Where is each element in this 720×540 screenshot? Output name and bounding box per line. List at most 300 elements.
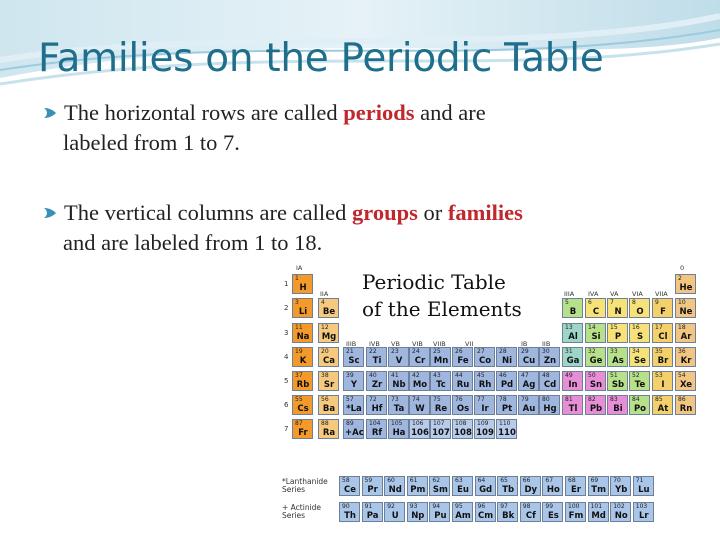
element-symbol: Cs [297,404,309,414]
element-cell [409,371,430,391]
element-symbol: Fm [568,511,584,521]
element-symbol: Cu [522,356,536,366]
atomic-number: 46 [499,372,507,379]
atomic-number: 16 [632,324,640,331]
atomic-number: 106 [412,420,424,427]
atomic-number: 60 [387,477,395,484]
element-cell [675,323,696,343]
element-cell [430,419,451,439]
element-cell [318,395,339,415]
element-symbol: 107 [432,428,450,438]
element-symbol: Al [568,332,578,342]
element-cell [652,347,673,367]
element-symbol: 108 [454,428,472,438]
atomic-number: 43 [433,372,441,379]
element-cell [318,323,339,343]
atomic-number: 50 [588,372,596,379]
element-cell [675,347,696,367]
element-cell [518,371,539,391]
element-symbol: Cf [525,511,536,521]
element-symbol: Es [547,511,559,521]
element-cell [539,395,560,415]
actinide-cell [475,502,496,522]
element-cell [629,323,650,343]
element-cell [675,395,696,415]
element-symbol: Lr [638,511,649,521]
atomic-number: 29 [521,348,529,355]
element-symbol: 106 [411,428,429,438]
atomic-number: 98 [522,503,531,510]
element-cell [409,419,430,439]
element-symbol: Br [657,356,669,366]
element-cell [585,298,606,318]
element-cell [675,298,696,318]
element-cell [292,274,313,294]
element-cell [343,371,364,391]
period-label: 6 [284,401,289,409]
element-symbol: Lu [638,485,650,495]
element-symbol: Pb [589,404,603,414]
lanthanide-cell [588,476,609,496]
element-symbol: Ra [322,428,336,438]
atomic-number: 107 [433,420,445,427]
group-label: VB [391,340,400,348]
element-cell [585,395,606,415]
element-cell [366,371,387,391]
element-symbol: Am [455,511,471,521]
element-cell [496,395,517,415]
element-symbol: Hf [371,404,383,414]
bullet-periods [42,98,682,158]
atomic-number: 68 [568,477,576,484]
element-symbol: Eu [457,485,469,495]
atomic-number: 33 [610,348,618,355]
atomic-number: 47 [521,372,529,379]
element-symbol: Se [634,356,646,366]
element-cell [318,298,339,318]
atomic-number: 82 [588,396,596,403]
element-symbol: Ru [456,380,470,390]
atomic-number: 58 [342,477,350,484]
atomic-number: 59 [364,477,373,484]
atomic-number: 76 [455,396,463,403]
atomic-number: 13 [565,324,573,331]
element-symbol: Pu [434,511,447,521]
atomic-number: 31 [565,348,573,355]
element-symbol: *La [346,404,362,414]
element-cell [452,419,473,439]
atomic-number: 24 [412,348,420,355]
element-cell [675,274,696,294]
atomic-number: 78 [499,396,507,403]
group-label: IVA [588,290,599,298]
element-symbol: He [679,283,693,293]
atomic-number: 21 [346,348,354,355]
atomic-number: 75 [433,396,441,403]
element-symbol: Nd [388,485,402,495]
element-symbol: Mn [433,356,449,366]
element-symbol: B [569,307,577,317]
element-symbol: Ge [589,356,603,366]
atomic-number: 40 [369,372,377,379]
atomic-number: 103 [635,503,648,510]
element-symbol: Ce [343,485,356,495]
highlight-periods: periods [343,100,415,125]
element-symbol: Gd [479,485,493,495]
period-label: 7 [284,425,289,433]
atomic-number: 7 [610,299,614,306]
lanthanide-cell [407,476,428,496]
atomic-number: 39 [346,372,354,379]
element-symbol: Rb [296,380,310,390]
element-symbol: Bi [613,404,623,414]
element-symbol: 110 [498,428,516,438]
element-cell [292,395,313,415]
element-cell [388,419,409,439]
element-symbol: Li [298,307,308,317]
actinide-cell [565,502,586,522]
atomic-number: 6 [588,299,592,306]
group-label: IA [296,264,303,272]
element-symbol: H [299,283,307,293]
atomic-number: 102 [613,503,625,510]
atomic-number: 49 [565,372,573,379]
lanthanide-cell [339,476,360,496]
bullet-marker-icon [42,206,64,220]
atomic-number: 86 [678,396,686,403]
element-symbol: Mg [321,332,337,342]
atomic-number: 65 [500,477,508,484]
element-cell [318,371,339,391]
element-cell [518,347,539,367]
element-cell [292,323,313,343]
atomic-number: 26 [455,348,463,355]
atomic-number: 22 [369,348,377,355]
element-cell [474,419,495,439]
period-label: 2 [284,304,289,312]
element-cell [430,395,451,415]
element-symbol: Ne [679,307,693,317]
atomic-number: 97 [500,503,508,510]
element-cell [366,419,387,439]
group-label: 0 [680,264,685,272]
element-cell [652,395,673,415]
atomic-number: 77 [477,396,485,403]
element-cell [496,371,517,391]
slide-title: Families on the Periodic Table [38,36,604,81]
actinide-cell [633,502,654,522]
group-label: IIIB [346,340,357,348]
element-cell [607,347,628,367]
bullet-text: The vertical columns are called [64,200,352,225]
atomic-number: 101 [590,503,603,510]
atomic-number: 3 [295,299,299,306]
atomic-number: 104 [369,420,381,427]
atomic-number: 53 [655,372,663,379]
element-cell [388,371,409,391]
periodic-table-subtitle: of the Elements [362,297,522,321]
element-symbol: W [415,404,425,414]
element-cell [474,395,495,415]
actinide-cell [362,502,383,522]
element-symbol: Cm [478,511,494,521]
element-symbol: Tm [591,485,606,495]
group-label: IIA [320,290,329,298]
atomic-number: 96 [477,503,486,510]
lanthanide-cell [475,476,496,496]
actinide-cell [407,502,428,522]
element-symbol: Ga [566,356,580,366]
period-label: 5 [284,377,289,385]
element-symbol: U [391,511,399,521]
element-symbol: Ho [546,485,560,495]
highlight-groups: groups [352,200,418,225]
element-cell [629,395,650,415]
atomic-number: 105 [391,420,403,427]
atomic-number: 95 [455,503,463,510]
element-symbol: Si [591,332,601,342]
lanthanide-label: *Lanthanide Series [282,477,328,494]
lanthanide-cell [633,476,654,496]
element-symbol: Fr [298,428,308,438]
atomic-number: 28 [499,348,507,355]
element-cell [388,347,409,367]
atomic-number: 9 [655,299,659,306]
atomic-number: 11 [295,324,303,331]
element-symbol: I [661,380,665,390]
element-symbol: S [636,332,644,342]
periodic-table-image [272,262,698,532]
group-label: IIB [542,340,551,348]
element-symbol: Bk [502,511,515,521]
atomic-number: 81 [565,396,573,403]
element-symbol: Ha [392,428,406,438]
atomic-number: 45 [477,372,485,379]
element-cell [562,347,583,367]
element-cell [585,371,606,391]
group-label: IIIA [564,290,575,298]
actinide-cell [497,502,518,522]
element-symbol: Hg [543,404,557,414]
group-label: VIIB [433,340,446,348]
atomic-number: 44 [455,372,463,379]
element-symbol: Re [434,404,448,414]
atomic-number: 57 [346,396,354,403]
element-symbol: Co [478,356,492,366]
element-symbol: Rh [478,380,492,390]
element-cell [452,347,473,367]
element-cell [562,323,583,343]
element-symbol: Sc [348,356,360,366]
element-symbol: V [395,356,403,366]
atomic-number: 32 [588,348,596,355]
atomic-number: 89 [346,420,354,427]
element-symbol: O [636,307,644,317]
atomic-number: 87 [295,420,303,427]
actinide-cell [520,502,541,522]
element-symbol: F [660,307,666,317]
actinide-cell [588,502,609,522]
element-symbol: Md [591,511,606,521]
atomic-number: 10 [678,299,686,306]
element-cell [585,323,606,343]
bullet-marker-icon [42,106,64,120]
lanthanide-cell [452,476,473,496]
element-symbol: Sn [589,380,603,390]
element-symbol: Ni [501,356,513,366]
element-cell [607,323,628,343]
bullet-text: or [417,200,448,225]
element-symbol: Sr [323,380,335,390]
element-symbol: Yb [615,485,628,495]
atomic-number: 110 [499,420,511,427]
element-cell [452,395,473,415]
atomic-number: 100 [568,503,580,510]
atomic-number: 62 [432,477,441,484]
atomic-number: 94 [432,503,441,510]
element-cell [292,371,313,391]
atomic-number: 67 [545,477,554,484]
atomic-number: 23 [391,348,399,355]
atomic-number: 85 [655,396,663,403]
period-label: 4 [284,353,289,361]
atomic-number: 19 [295,348,303,355]
atomic-number: 48 [542,372,550,379]
atomic-number: 4 [321,299,325,306]
lanthanide-cell [497,476,518,496]
element-symbol: In [568,380,578,390]
element-symbol: Ag [522,380,536,390]
group-label: VII [465,340,474,348]
element-cell [652,323,673,343]
highlight-families: families [447,200,523,225]
element-cell [652,298,673,318]
element-cell [366,347,387,367]
atomic-number: 35 [655,348,663,355]
element-cell [474,371,495,391]
group-label: IB [521,340,528,348]
element-cell [607,371,628,391]
bullet-text: and are [414,100,486,125]
element-cell [539,371,560,391]
atomic-number: 56 [321,396,329,403]
element-symbol: Tb [502,485,515,495]
atomic-number: 51 [610,372,618,379]
lanthanide-cell [610,476,631,496]
lanthanide-cell [565,476,586,496]
periodic-table-title: Periodic Table [362,270,506,294]
atomic-number: 18 [678,324,686,331]
element-symbol: Zn [543,356,557,366]
element-cell [292,347,313,367]
atomic-number: 66 [522,477,531,484]
element-symbol: Cd [543,380,557,390]
bullet-groups [42,198,682,258]
atomic-number: 90 [342,503,350,510]
element-cell [607,395,628,415]
lanthanide-cell [542,476,563,496]
atomic-number: 72 [369,396,377,403]
element-cell [430,347,451,367]
element-symbol: Tc [436,380,446,390]
element-cell [292,298,313,318]
element-symbol: Y [350,380,358,390]
group-label: VIB [412,340,423,348]
group-label: VIA [632,290,643,298]
element-symbol: Cr [414,356,426,366]
element-symbol: Nb [392,380,406,390]
element-cell [562,395,583,415]
element-symbol: Th [344,511,356,521]
element-cell [585,347,606,367]
element-symbol: Sm [432,485,448,495]
element-symbol: Dy [524,485,538,495]
atomic-number: 92 [387,503,395,510]
atomic-number: 15 [610,324,618,331]
element-symbol: Na [296,332,310,342]
element-cell [343,395,364,415]
element-symbol: Kr [680,356,692,366]
element-symbol: Po [633,404,647,414]
element-cell [474,347,495,367]
element-symbol: Xe [679,380,693,390]
element-cell [496,347,517,367]
element-cell [292,419,313,439]
atomic-number: 20 [321,348,329,355]
lanthanide-cell [362,476,383,496]
element-symbol: Np [411,511,425,521]
atomic-number: 88 [321,420,329,427]
element-symbol: +Ac [345,428,364,438]
element-symbol: Pm [410,485,426,495]
element-symbol: Ta [393,404,405,414]
atomic-number: 70 [613,477,621,484]
element-symbol: Pr [367,485,378,495]
element-symbol: Pd [500,380,514,390]
atomic-number: 52 [632,372,640,379]
element-cell [629,371,650,391]
atomic-number: 12 [321,324,329,331]
element-cell [652,371,673,391]
element-cell [366,395,387,415]
atomic-number: 14 [588,324,596,331]
bullet-text-line2: and are labeled from 1 to 18. [63,230,323,255]
element-symbol: Ca [323,356,335,366]
atomic-number: 74 [412,396,420,403]
element-cell [318,347,339,367]
atomic-number: 34 [632,348,640,355]
element-cell [607,298,628,318]
lanthanide-cell [384,476,405,496]
atomic-number: 55 [295,396,303,403]
element-symbol: As [612,356,624,366]
atomic-number: 2 [678,275,682,282]
atomic-number: 73 [391,396,399,403]
atomic-number: 109 [477,420,489,427]
atomic-number: 61 [409,477,418,484]
atomic-number: 84 [632,396,640,403]
element-symbol: Tl [568,404,578,414]
element-symbol: Cl [658,332,668,342]
atomic-number: 42 [412,372,420,379]
atomic-number: 71 [635,477,644,484]
atomic-number: 27 [477,348,485,355]
actinide-cell [384,502,405,522]
element-symbol: Ba [322,404,336,414]
element-symbol: C [592,307,600,317]
atomic-number: 69 [590,477,599,484]
group-label: VIIA [655,290,668,298]
